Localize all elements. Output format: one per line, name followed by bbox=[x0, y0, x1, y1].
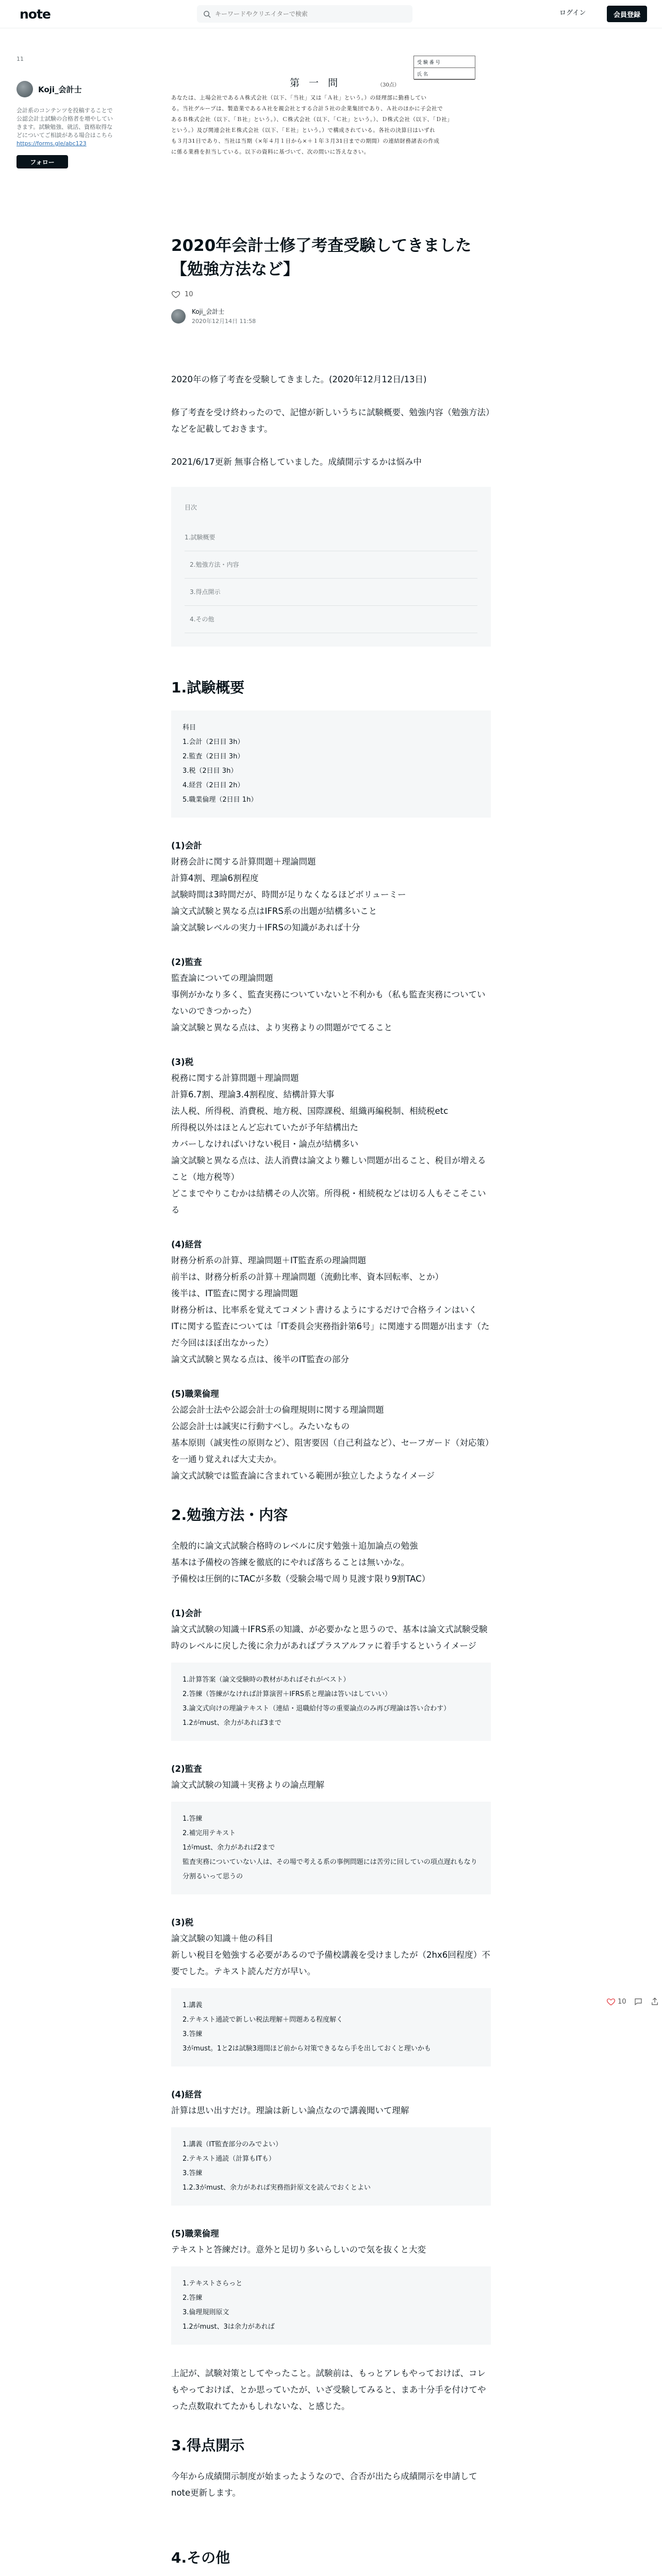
sub-heading: (1)会計 bbox=[171, 1608, 202, 1618]
exam-line: も３月31日であり、当社は当期（×年４月１日から×＋１年３月31日までの期間）の連結財務諸表の作成 bbox=[171, 138, 440, 144]
intro-paragraph: 2021/6/17更新 無事合格していました。成績開示するかは悩み中 bbox=[171, 457, 422, 467]
box-line: 3.答練 bbox=[183, 2170, 203, 2177]
creator-sidebar bbox=[16, 56, 114, 168]
sub-heading: (3)税 bbox=[171, 1918, 194, 1927]
lead-line: 全般的に論文式試験合格時のレベルに戻す勉強＋追加論点の勉強 bbox=[171, 1541, 418, 1551]
avatar[interactable] bbox=[16, 81, 33, 97]
table-of-contents bbox=[171, 487, 491, 647]
intro-paragraph: 修了考査を受け終わったので、記憶が新しいうちに試験概要、勉強内容（勉強方法）などを記載しておきます。 bbox=[171, 408, 490, 434]
box-line: 1がmust、余力があれば2まで bbox=[183, 1844, 275, 1852]
box-line: 2.答練 bbox=[183, 2294, 203, 2302]
author-name[interactable]: Koji_会計士 bbox=[192, 308, 225, 315]
study-materials-box bbox=[171, 2127, 491, 2206]
s2-lead bbox=[171, 1538, 491, 1587]
exam-title: 第 一 問 bbox=[290, 77, 341, 89]
list-line: 財務分析系の計算、理論問題＋IT監査系の理論問題 bbox=[171, 1256, 366, 1265]
author-meta bbox=[192, 307, 256, 325]
exam-line: に係る業務を担当している。以下の資料に基づいて、次の問いに答えなさい。 bbox=[171, 149, 370, 155]
list-line: 前半は、財務分析系の計算＋理論問題（流動比率、資本回転率、とか） bbox=[171, 1272, 443, 1282]
follow-button[interactable]: フォロー bbox=[16, 155, 68, 168]
share-icon[interactable] bbox=[650, 1997, 659, 2006]
section-heading: 1.試験概要 bbox=[171, 679, 245, 696]
box-line: 5.職業倫理（2日目 1h） bbox=[183, 796, 258, 804]
box-line: 1.計算答案（論文受験時の教材があればそれがベスト） bbox=[183, 1676, 350, 1684]
list-line: どこまでやりこむかは結構その人次第。所得税・相続税などは切る人もそこそこいる bbox=[171, 1189, 486, 1215]
site-header bbox=[0, 0, 662, 28]
list-line: 財務会計に関する計算問題＋理論問題 bbox=[171, 857, 316, 867]
sub-heading: (4)経営 bbox=[171, 2090, 202, 2099]
list-line: 財務分析は、比率系を覚えてコメント書けるようにするだけで合格ラインはいく bbox=[171, 1305, 477, 1315]
exam-grid-row: 受 験 番 号 bbox=[414, 56, 475, 68]
list-line: 計算6.7割、理論3.4割程度、結構計算大事 bbox=[171, 1090, 335, 1099]
heart-icon[interactable] bbox=[171, 290, 180, 299]
sidebar-number: 11 bbox=[16, 56, 24, 62]
floating-actions bbox=[606, 1997, 662, 2006]
list-line: 監査論についての理論問題 bbox=[171, 973, 273, 983]
list-line: 論文式試験の知識＋実務よりの論点理解 bbox=[171, 1780, 324, 1790]
exam-line: あなたは、上場会社であるＡ株式会社（以下、「当社」又は「Ａ社」という。）の経理部に勤務してい bbox=[171, 95, 427, 101]
list-line: 基本原則（誠実性の原則など）、阻害要因（自己利益など）、セーフガード（対応策）を一通り覚えれば大丈夫か。 bbox=[171, 1438, 490, 1464]
sidebar-bio-link[interactable]: https://forms.gle/abc123 bbox=[16, 140, 87, 147]
list-line: 論文試験の知識＋他の科目 bbox=[171, 1934, 273, 1943]
search-box[interactable] bbox=[197, 5, 412, 23]
list-line: 新しい税目を勉強する必要があるので予備校講義を受けましたが（2hx6回程度）不要でした。テキスト読んだ方が早い。 bbox=[171, 1950, 490, 1976]
sub-list bbox=[171, 1621, 491, 1654]
box-line: 科目 bbox=[183, 724, 196, 732]
box-line: 1.会計（2日目 3h） bbox=[183, 738, 244, 746]
sub-list bbox=[171, 1402, 491, 1484]
login-link[interactable]: ログイン bbox=[559, 9, 586, 17]
box-line: 3.答練 bbox=[183, 2030, 203, 2038]
list-line: ITに関する監査については「IT委員会実務指針第6号」に関連する問題が出ます（ただ今回はほぼ出なかった） bbox=[171, 1321, 490, 1348]
sub-list bbox=[171, 854, 491, 936]
author-row[interactable] bbox=[171, 307, 491, 325]
exam-score: （30点） bbox=[377, 82, 400, 88]
comment-icon[interactable] bbox=[634, 1997, 643, 2006]
exam-header-image bbox=[171, 56, 491, 224]
sub-heading: (2)監査 bbox=[171, 957, 202, 967]
note-logo[interactable]: note bbox=[20, 7, 51, 22]
floating-like-count: 10 bbox=[618, 1997, 626, 2006]
list-line: 論文式試験の知識＋IFRS系の知識、が必要かなと思うので、基本は論文式試験受験時のレベルに戻した後に余力があればプラスアルファに着手するというイメージ bbox=[171, 1624, 488, 1651]
box-line: 2.補完用テキスト bbox=[183, 1829, 236, 1837]
sub-list bbox=[171, 2242, 491, 2258]
toc-heading: 目次 bbox=[185, 504, 197, 511]
sub-heading: (2)監査 bbox=[171, 1764, 202, 1774]
list-line: 公認会計士は誠実に行動すべし。みたいなもの bbox=[171, 1421, 350, 1431]
box-line: 2.監査（2日目 3h） bbox=[183, 753, 244, 760]
section-heading: 4.その他 bbox=[171, 2549, 230, 2566]
list-line: 税務に関する計算問題＋理論問題 bbox=[171, 1073, 299, 1083]
list-line: 論文試験と異なる点は、法人消費は論文より難しい問題が出ること、税目が増えること（地方税等） bbox=[171, 1156, 486, 1182]
subjects-box bbox=[171, 710, 491, 818]
exam-line: あるＢ株式会社（以下、「Ｂ社」という。）、Ｃ株式会社（以下、「Ｃ社」という。）、Ｄ株式会社（以下、「Ｄ社」 bbox=[171, 116, 453, 123]
exam-line: という。）及び関連会社Ｅ株式会社（以下、「Ｅ社」という。）で構成されている。各社の決算日はいずれ bbox=[171, 127, 436, 133]
box-line: 1.講義 bbox=[183, 2002, 203, 2009]
exam-grid-row: 氏 名 bbox=[414, 68, 475, 80]
box-line: 1.2がmust、余力があれば3まで bbox=[183, 1719, 282, 1727]
s1-parts bbox=[171, 838, 491, 1484]
intro-paragraph: 2020年の修了考査を受験してきました。(2020年12月12日/13日) bbox=[171, 375, 427, 384]
sidebar-user-name[interactable]: Koji_会計士 bbox=[38, 84, 82, 94]
sub-list bbox=[171, 1777, 491, 1793]
toc-item[interactable]: 1.試験概要 bbox=[185, 524, 477, 551]
like-count: 10 bbox=[185, 290, 193, 298]
search-input[interactable] bbox=[215, 10, 401, 18]
box-line: 2.答練（答練がなければ計算演習＋IFRS系と理論は答いはしていい） bbox=[183, 1690, 391, 1698]
article-main bbox=[171, 56, 491, 2576]
article-body bbox=[171, 371, 491, 2576]
s2-parts bbox=[171, 1606, 491, 2345]
closing-paragraph: 上記が、試験対策としてやったこと。試験前は、もっとアレもやっておけば、コレもやっておけば、とか思っていたが、いざ受験してみると、まあ十分手を付けてやった点数取れてたかもしれないな、と感じた。 bbox=[171, 2368, 486, 2411]
sub-heading: (4)経営 bbox=[171, 1240, 202, 1249]
list-line: 論文式試験と異なる点は、後半のIT監査の部分 bbox=[171, 1354, 349, 1364]
sub-list bbox=[171, 1070, 491, 1218]
list-line: 法人税、所得税、消費税、地方税、国際課税、組織再編税制、相続税etc bbox=[171, 1106, 449, 1116]
sub-heading: (3)税 bbox=[171, 1057, 194, 1067]
box-line: 1.2がmust、3は余力があれば bbox=[183, 2323, 275, 2331]
box-line: 監査実務についていない人は、その場で考える系の事例問題には苦労に回していの項点遅れもなり分割るいって思うの bbox=[183, 1858, 477, 1880]
sub-list bbox=[171, 1252, 491, 1368]
box-line: 1.テキストさらっと bbox=[183, 2280, 243, 2287]
box-line: 3がmust。1と2は試験3週間ほど前から対策できるなら手を出しておくと理いかも bbox=[183, 2045, 431, 2053]
list-line: 公認会計士法や公認会計士の倫理規則に関する理論問題 bbox=[171, 1405, 384, 1415]
toc-item[interactable]: 4.その他 bbox=[185, 606, 477, 633]
exam-grid bbox=[413, 56, 475, 79]
list-line: テキストと答練だけ。意外と足切り多いらしいので気を抜くと大変 bbox=[171, 2245, 426, 2255]
signup-button[interactable]: 会員登録 bbox=[607, 6, 647, 22]
sub-list bbox=[171, 2103, 491, 2119]
sidebar-bio-text: 会計系のコンテンツを投稿することで公認会計士試験の合格者を増やしていきます。試験勉強、就活、資格取得などについてご相談がある場合はこちら bbox=[16, 107, 113, 139]
section-heading: 2.勉強方法・内容 bbox=[171, 1506, 288, 1523]
list-line: 論文式試験と異なる点はIFRS系の出題が結構多いこと bbox=[171, 906, 377, 916]
box-line: 1.答練 bbox=[183, 1815, 203, 1823]
sidebar-bio bbox=[16, 107, 114, 148]
list-line: 所得税以外はほとんど忘れていたが予年結構出た bbox=[171, 1123, 358, 1132]
section-heading: 3.得点開示 bbox=[171, 2437, 245, 2454]
list-line: 論文式試験では監査論に含まれている範囲が独立したようなイメージ bbox=[171, 1471, 435, 1481]
publish-date: 2020年12月14日 11:58 bbox=[192, 318, 256, 325]
article-title: 2020年会計士修了考査受験してきました【勉強方法など】 bbox=[171, 236, 472, 279]
box-line: 1.2.3がmust、余力があれば実務指針原文を読んでおくとよい bbox=[183, 2184, 371, 2192]
like-row[interactable] bbox=[171, 290, 491, 299]
study-materials-box bbox=[171, 1988, 491, 2066]
box-line: 3.倫理規則原文 bbox=[183, 2309, 229, 2316]
list-line: 計算4割、理論6割程度 bbox=[171, 873, 259, 883]
search-icon bbox=[203, 10, 211, 18]
box-line: 1.講義（IT監査部分のみでよい） bbox=[183, 2141, 283, 2148]
exam-fade bbox=[171, 182, 491, 224]
box-line: 3.論文式向けの理論テキスト（連結・退職給付等の重要論点のみ再び理論は答い合わす） bbox=[183, 1705, 451, 1713]
toc-item[interactable]: 3.得点開示 bbox=[185, 579, 477, 606]
sub-heading: (5)職業倫理 bbox=[171, 2229, 219, 2239]
lead-line: 基本は予備校の答練を徹底的にやれば落ちることは無いかな。 bbox=[171, 1557, 409, 1567]
exam-body bbox=[171, 93, 491, 158]
box-line: 2.テキスト通読で新しい税法理解＋問題ある程度解く bbox=[183, 2016, 343, 2024]
list-line: 論文試験レベルの実力＋IFRSの知識があれば十分 bbox=[171, 923, 360, 933]
box-line: 3.税（2日目 3h） bbox=[183, 767, 238, 775]
sub-list bbox=[171, 1930, 491, 1980]
sub-list bbox=[171, 970, 491, 1036]
exam-line: る。当社グループは、製造業であるＡ社を親会社とする合計５社の企業集団であり、Ａ社のほかに子会社で bbox=[171, 106, 443, 112]
heart-icon[interactable] bbox=[606, 1997, 616, 2006]
box-line: 4.経営（2日目 2h） bbox=[183, 782, 244, 789]
box-line: 2.テキスト通読（計算もITも） bbox=[183, 2155, 275, 2163]
toc-item[interactable]: 2.勉強方法・内容 bbox=[185, 551, 477, 579]
exam-top bbox=[259, 56, 475, 91]
list-line: 計算は思い出すだけ。理論は新しい論点なので講義聞いて理解 bbox=[171, 2106, 409, 2115]
study-materials-box bbox=[171, 1802, 491, 1894]
sub-heading: (1)会計 bbox=[171, 841, 202, 851]
lead-line: 予備校は圧倒的にTACが多数（受験会場で周り見渡す限り9割TAC） bbox=[171, 1574, 431, 1584]
sub-heading: (5)職業倫理 bbox=[171, 1389, 219, 1399]
list-line: カバーしなければいけない税目・論点が結構多い bbox=[171, 1139, 358, 1149]
list-line: 後半は、IT監査に関する理論問題 bbox=[171, 1289, 298, 1298]
study-materials-box bbox=[171, 2266, 491, 2345]
study-materials-box bbox=[171, 1663, 491, 1741]
list-line: 試験時間は3時間だが、時間が足りなくなるほどボリューミー bbox=[171, 890, 406, 900]
list-line: 論文試験と異なる点は、より実務よりの問題がでてること bbox=[171, 1023, 392, 1032]
s3-paragraph: 今年から成績開示制度が始まったようなので、合否が出たら成績開示を申請してnote更新します。 bbox=[171, 2471, 477, 2498]
sidebar-user[interactable] bbox=[16, 81, 114, 97]
avatar[interactable] bbox=[171, 309, 186, 324]
list-line: 事例がかなり多く、監査実務についていないと不利かも（私も監査実務についていないのできつかった） bbox=[171, 990, 486, 1016]
floating-like[interactable] bbox=[606, 1997, 626, 2006]
